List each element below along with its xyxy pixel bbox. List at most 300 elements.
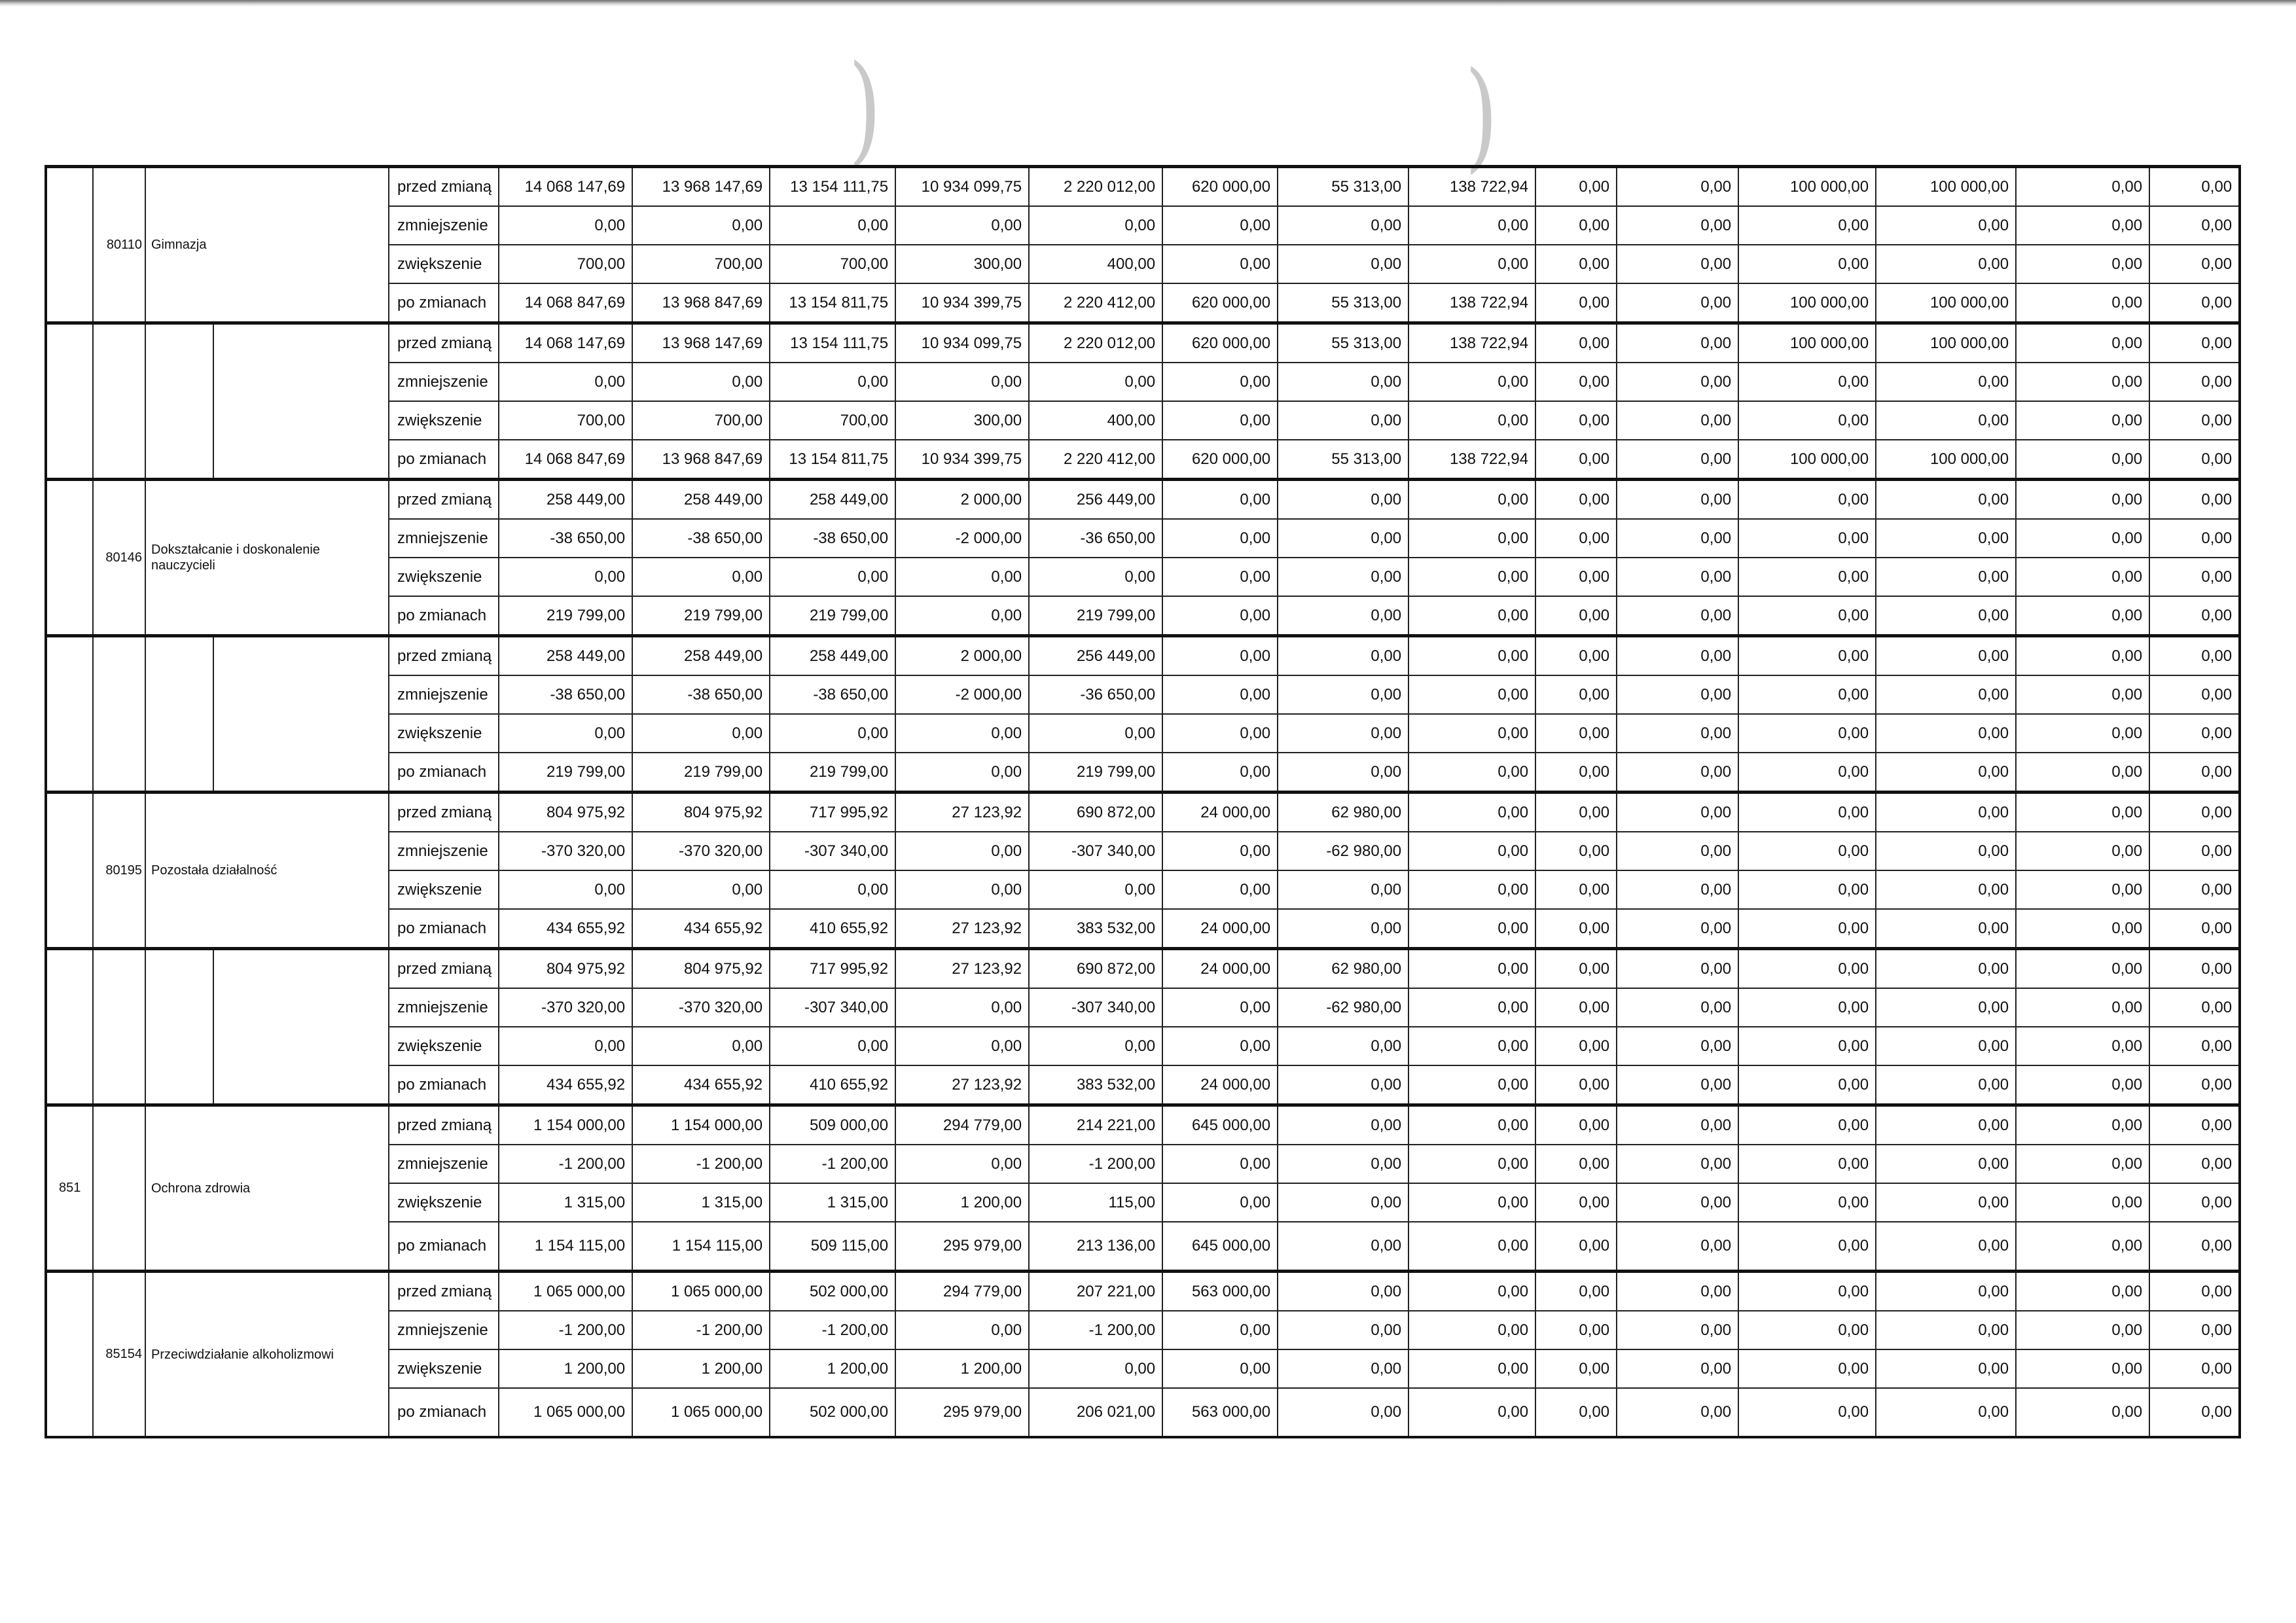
amount-cell: 620 000,00: [1162, 440, 1278, 480]
amount-cell: 502 000,00: [770, 1388, 895, 1437]
amount-cell: 55 313,00: [1278, 440, 1408, 480]
amount-cell: 0,00: [1617, 753, 1738, 793]
amount-cell: 0,00: [1617, 519, 1738, 558]
amount-cell: 0,00: [2149, 675, 2240, 714]
amount-cell: 509 000,00: [770, 1105, 895, 1145]
amount-cell: -307 340,00: [770, 988, 895, 1027]
amount-cell: 258 449,00: [632, 636, 770, 676]
amount-cell: 0,00: [1278, 1388, 1408, 1437]
amount-cell: 434 655,92: [632, 1065, 770, 1105]
amount-cell: 0,00: [1535, 949, 1617, 989]
amount-cell: 0,00: [1876, 1349, 2016, 1388]
amount-cell: 0,00: [1408, 401, 1535, 440]
amount-cell: 0,00: [1162, 988, 1278, 1027]
amount-cell: -370 320,00: [632, 988, 770, 1027]
amount-cell: 100 000,00: [1876, 283, 2016, 323]
amount-cell: 434 655,92: [499, 909, 632, 949]
amount-cell: 206 021,00: [1029, 1388, 1162, 1437]
amount-cell: 0,00: [895, 988, 1029, 1027]
bleed-through-mark-left: ): [848, 39, 882, 179]
amount-cell: 0,00: [1162, 558, 1278, 596]
amount-cell: 0,00: [1535, 245, 1617, 283]
amount-cell: 258 449,00: [499, 480, 632, 520]
dzial-cell: [46, 323, 93, 480]
amount-cell: 0,00: [1278, 1027, 1408, 1065]
amount-cell: 0,00: [1876, 832, 2016, 870]
amount-cell: 0,00: [2016, 1065, 2149, 1105]
name-cell: [213, 323, 389, 480]
amount-cell: 0,00: [1876, 519, 2016, 558]
amount-cell: 0,00: [499, 714, 632, 753]
amount-cell: 0,00: [2016, 753, 2149, 793]
amount-cell: 0,00: [1617, 909, 1738, 949]
amount-cell: 0,00: [1162, 480, 1278, 520]
amount-cell: 13 154 111,75: [770, 323, 895, 363]
amount-cell: 2 220 412,00: [1029, 283, 1162, 323]
amount-cell: 0,00: [1617, 401, 1738, 440]
amount-cell: 55 313,00: [1278, 283, 1408, 323]
amount-cell: -370 320,00: [499, 832, 632, 870]
amount-cell: 410 655,92: [770, 1065, 895, 1105]
amount-cell: 563 000,00: [1162, 1388, 1278, 1437]
amount-cell: 0,00: [895, 714, 1029, 753]
amount-cell: 55 313,00: [1278, 167, 1408, 207]
amount-cell: 0,00: [1617, 1349, 1738, 1388]
amount-cell: 0,00: [2149, 870, 2240, 909]
scan-edge-shadow: [0, 0, 2296, 7]
amount-cell: 0,00: [1029, 714, 1162, 753]
amount-cell: 258 449,00: [770, 480, 895, 520]
amount-cell: 0,00: [895, 1145, 1029, 1183]
amount-cell: 100 000,00: [1738, 167, 1876, 207]
table-section: [46, 167, 2240, 323]
amount-cell: 0,00: [1617, 480, 1738, 520]
amount-cell: 10 934 099,75: [895, 167, 1029, 207]
amount-cell: 804 975,92: [499, 793, 632, 832]
row-label: zwiększenie: [389, 1027, 499, 1065]
amount-cell: 0,00: [1535, 832, 1617, 870]
amount-cell: 300,00: [895, 401, 1029, 440]
row-label: zmniejszenie: [389, 363, 499, 401]
amount-cell: 1 315,00: [632, 1183, 770, 1222]
amount-cell: 0,00: [1876, 753, 2016, 793]
amount-cell: 0,00: [1617, 206, 1738, 245]
amount-cell: 0,00: [2016, 832, 2149, 870]
amount-cell: 24 000,00: [1162, 1065, 1278, 1105]
amount-cell: 0,00: [1162, 206, 1278, 245]
amount-cell: 0,00: [2016, 793, 2149, 832]
row-label: po zmianach: [389, 283, 499, 323]
amount-cell: 0,00: [895, 753, 1029, 793]
amount-cell: 0,00: [1535, 1222, 1617, 1272]
row-label: zmniejszenie: [389, 206, 499, 245]
amount-cell: 0,00: [1278, 1311, 1408, 1349]
amount-cell: -36 650,00: [1029, 519, 1162, 558]
amount-cell: 0,00: [1278, 363, 1408, 401]
amount-cell: 0,00: [1876, 675, 2016, 714]
amount-cell: 0,00: [2016, 596, 2149, 636]
amount-cell: 0,00: [2016, 1388, 2149, 1437]
amount-cell: 1 065 000,00: [632, 1272, 770, 1311]
amount-cell: 0,00: [1408, 596, 1535, 636]
amount-cell: 383 532,00: [1029, 1065, 1162, 1105]
amount-cell: 0,00: [2149, 1388, 2240, 1437]
amount-cell: -62 980,00: [1278, 832, 1408, 870]
amount-cell: 10 934 099,75: [895, 323, 1029, 363]
amount-cell: 0,00: [1876, 1065, 2016, 1105]
amount-cell: 0,00: [2149, 949, 2240, 989]
amount-cell: 0,00: [2149, 1105, 2240, 1145]
table-row: [46, 1105, 2240, 1145]
amount-cell: 138 722,94: [1408, 167, 1535, 207]
dzial-cell: [46, 636, 93, 793]
amount-cell: 0,00: [1162, 596, 1278, 636]
rozdzial-name: Gimnazja: [145, 167, 389, 323]
amount-cell: 27 123,92: [895, 909, 1029, 949]
amount-cell: 0,00: [1535, 1105, 1617, 1145]
amount-cell: -38 650,00: [499, 675, 632, 714]
amount-cell: 0,00: [2016, 480, 2149, 520]
amount-cell: 0,00: [499, 1027, 632, 1065]
amount-cell: 434 655,92: [632, 909, 770, 949]
amount-cell: 502 000,00: [770, 1272, 895, 1311]
amount-cell: 0,00: [499, 870, 632, 909]
amount-cell: 13 968 147,69: [632, 167, 770, 207]
amount-cell: 1 154 000,00: [499, 1105, 632, 1145]
amount-cell: 0,00: [1162, 1027, 1278, 1065]
amount-cell: 0,00: [2149, 1311, 2240, 1349]
amount-cell: 0,00: [1162, 1183, 1278, 1222]
row-label: zwiększenie: [389, 1349, 499, 1388]
amount-cell: 0,00: [2016, 949, 2149, 989]
table-row: [46, 636, 2240, 676]
amount-cell: 0,00: [1162, 1145, 1278, 1183]
amount-cell: 0,00: [1617, 596, 1738, 636]
amount-cell: 0,00: [1278, 675, 1408, 714]
amount-cell: 0,00: [1617, 1311, 1738, 1349]
amount-cell: 0,00: [1738, 988, 1876, 1027]
row-label: zwiększenie: [389, 401, 499, 440]
amount-cell: 1 315,00: [770, 1183, 895, 1222]
amount-cell: 0,00: [1738, 1222, 1876, 1272]
table-section: [46, 1105, 2240, 1272]
amount-cell: 1 154 115,00: [632, 1222, 770, 1272]
amount-cell: -370 320,00: [499, 988, 632, 1027]
amount-cell: -1 200,00: [499, 1145, 632, 1183]
amount-cell: 0,00: [2149, 1349, 2240, 1388]
amount-cell: 0,00: [1876, 596, 2016, 636]
row-label: zwiększenie: [389, 1183, 499, 1222]
amount-cell: 0,00: [1029, 1027, 1162, 1065]
amount-cell: 0,00: [2016, 988, 2149, 1027]
amount-cell: 0,00: [2016, 1145, 2149, 1183]
row-label: przed zmianą: [389, 793, 499, 832]
amount-cell: 0,00: [1738, 596, 1876, 636]
amount-cell: 13 154 811,75: [770, 283, 895, 323]
amount-cell: 0,00: [1408, 245, 1535, 283]
amount-cell: 0,00: [1738, 1349, 1876, 1388]
amount-cell: 0,00: [1535, 323, 1617, 363]
amount-cell: -1 200,00: [770, 1311, 895, 1349]
amount-cell: 0,00: [1408, 1145, 1535, 1183]
amount-cell: -62 980,00: [1278, 988, 1408, 1027]
amount-cell: 0,00: [2149, 636, 2240, 676]
amount-cell: 13 154 111,75: [770, 167, 895, 207]
amount-cell: 0,00: [895, 206, 1029, 245]
budget-changes-table: [45, 165, 2241, 1438]
amount-cell: 0,00: [1408, 949, 1535, 989]
paragraf-cell: [145, 949, 213, 1105]
amount-cell: 383 532,00: [1029, 909, 1162, 949]
amount-cell: 0,00: [1535, 401, 1617, 440]
amount-cell: 0,00: [1738, 793, 1876, 832]
amount-cell: 0,00: [1876, 714, 2016, 753]
amount-cell: 24 000,00: [1162, 949, 1278, 989]
amount-cell: 0,00: [1408, 988, 1535, 1027]
amount-cell: 2 000,00: [895, 480, 1029, 520]
amount-cell: 0,00: [1535, 793, 1617, 832]
amount-cell: 1 315,00: [499, 1183, 632, 1222]
amount-cell: -1 200,00: [1029, 1311, 1162, 1349]
amount-cell: 0,00: [1408, 675, 1535, 714]
amount-cell: 0,00: [2149, 519, 2240, 558]
amount-cell: 700,00: [499, 401, 632, 440]
rozdzial-cell: [93, 1105, 145, 1272]
amount-cell: 0,00: [1278, 753, 1408, 793]
rozdzial-name: Przeciwdziałanie alkoholizmowi: [145, 1272, 389, 1438]
row-label: po zmianach: [389, 596, 499, 636]
amount-cell: 400,00: [1029, 245, 1162, 283]
amount-cell: 0,00: [2016, 440, 2149, 480]
row-label: zmniejszenie: [389, 1311, 499, 1349]
amount-cell: 0,00: [1408, 1349, 1535, 1388]
amount-cell: 0,00: [1535, 1145, 1617, 1183]
amount-cell: 690 872,00: [1029, 793, 1162, 832]
amount-cell: 0,00: [1029, 1349, 1162, 1388]
amount-cell: 0,00: [2149, 988, 2240, 1027]
amount-cell: 138 722,94: [1408, 440, 1535, 480]
amount-cell: 0,00: [1617, 1145, 1738, 1183]
amount-cell: -2 000,00: [895, 519, 1029, 558]
amount-cell: 13 154 811,75: [770, 440, 895, 480]
amount-cell: 0,00: [1278, 1349, 1408, 1388]
amount-cell: 219 799,00: [1029, 596, 1162, 636]
table-row: [46, 1272, 2240, 1311]
amount-cell: 0,00: [1408, 363, 1535, 401]
amount-cell: 717 995,92: [770, 949, 895, 989]
amount-cell: 804 975,92: [632, 793, 770, 832]
paragraf-cell: [145, 323, 213, 480]
amount-cell: 0,00: [2016, 1183, 2149, 1222]
amount-cell: 0,00: [2149, 1065, 2240, 1105]
amount-cell: 804 975,92: [499, 949, 632, 989]
amount-cell: 0,00: [1535, 206, 1617, 245]
amount-cell: 0,00: [1162, 401, 1278, 440]
amount-cell: 0,00: [895, 363, 1029, 401]
row-label: przed zmianą: [389, 949, 499, 989]
amount-cell: 0,00: [2016, 1349, 2149, 1388]
amount-cell: 0,00: [2016, 363, 2149, 401]
amount-cell: 0,00: [1278, 401, 1408, 440]
amount-cell: 1 200,00: [770, 1349, 895, 1388]
amount-cell: 0,00: [1738, 870, 1876, 909]
amount-cell: 0,00: [2149, 440, 2240, 480]
amount-cell: 0,00: [2016, 401, 2149, 440]
amount-cell: -2 000,00: [895, 675, 1029, 714]
dzial-cell: [46, 480, 93, 636]
amount-cell: 0,00: [1162, 832, 1278, 870]
amount-cell: 0,00: [1738, 832, 1876, 870]
amount-cell: 0,00: [1738, 1272, 1876, 1311]
dzial-cell: [46, 1272, 93, 1438]
amount-cell: 0,00: [1738, 401, 1876, 440]
name-cell: [213, 949, 389, 1105]
amount-cell: 0,00: [1408, 753, 1535, 793]
amount-cell: 14 068 147,69: [499, 167, 632, 207]
amount-cell: 0,00: [1617, 988, 1738, 1027]
row-label: przed zmianą: [389, 480, 499, 520]
amount-cell: 0,00: [1738, 245, 1876, 283]
amount-cell: 0,00: [1535, 753, 1617, 793]
amount-cell: 0,00: [1408, 1388, 1535, 1437]
amount-cell: 0,00: [1162, 245, 1278, 283]
amount-cell: 0,00: [1535, 636, 1617, 676]
amount-cell: 0,00: [2149, 283, 2240, 323]
amount-cell: 295 979,00: [895, 1222, 1029, 1272]
amount-cell: 0,00: [1876, 909, 2016, 949]
amount-cell: 0,00: [1738, 480, 1876, 520]
amount-cell: 0,00: [2149, 714, 2240, 753]
amount-cell: 0,00: [2149, 480, 2240, 520]
amount-cell: 1 154 115,00: [499, 1222, 632, 1272]
amount-cell: 14 068 147,69: [499, 323, 632, 363]
amount-cell: 0,00: [1617, 323, 1738, 363]
paragraf-cell: [145, 636, 213, 793]
amount-cell: 0,00: [1876, 988, 2016, 1027]
amount-cell: 0,00: [2149, 167, 2240, 207]
amount-cell: -36 650,00: [1029, 675, 1162, 714]
amount-cell: 0,00: [1617, 1222, 1738, 1272]
amount-cell: 0,00: [1408, 1183, 1535, 1222]
amount-cell: 0,00: [1876, 636, 2016, 676]
row-label: zmniejszenie: [389, 988, 499, 1027]
amount-cell: 0,00: [1029, 870, 1162, 909]
amount-cell: 0,00: [2016, 909, 2149, 949]
amount-cell: 0,00: [1029, 206, 1162, 245]
amount-cell: 0,00: [2149, 793, 2240, 832]
amount-cell: 645 000,00: [1162, 1222, 1278, 1272]
amount-cell: 0,00: [1408, 1027, 1535, 1065]
amount-cell: 0,00: [1617, 1183, 1738, 1222]
amount-cell: 0,00: [1535, 440, 1617, 480]
amount-cell: -1 200,00: [632, 1311, 770, 1349]
amount-cell: 0,00: [1738, 714, 1876, 753]
amount-cell: 0,00: [1738, 636, 1876, 676]
amount-cell: 0,00: [770, 870, 895, 909]
table-row: [46, 793, 2240, 832]
amount-cell: 0,00: [1738, 1027, 1876, 1065]
amount-cell: 0,00: [2016, 1027, 2149, 1065]
amount-cell: -1 200,00: [1029, 1145, 1162, 1183]
amount-cell: 434 655,92: [499, 1065, 632, 1105]
amount-cell: 0,00: [2016, 1311, 2149, 1349]
amount-cell: 0,00: [1876, 1311, 2016, 1349]
amount-cell: 0,00: [1029, 363, 1162, 401]
amount-cell: 0,00: [1408, 793, 1535, 832]
amount-cell: 100 000,00: [1738, 283, 1876, 323]
amount-cell: 0,00: [1278, 1183, 1408, 1222]
amount-cell: 700,00: [632, 245, 770, 283]
amount-cell: 0,00: [2016, 1272, 2149, 1311]
amount-cell: 0,00: [2149, 558, 2240, 596]
amount-cell: 0,00: [1876, 363, 2016, 401]
amount-cell: 0,00: [1162, 519, 1278, 558]
amount-cell: 219 799,00: [632, 753, 770, 793]
amount-cell: 0,00: [499, 363, 632, 401]
amount-cell: 0,00: [895, 558, 1029, 596]
amount-cell: 0,00: [1876, 1027, 2016, 1065]
amount-cell: 0,00: [632, 363, 770, 401]
amount-cell: 62 980,00: [1278, 793, 1408, 832]
amount-cell: 690 872,00: [1029, 949, 1162, 989]
row-label: zwiększenie: [389, 245, 499, 283]
amount-cell: 0,00: [2149, 245, 2240, 283]
amount-cell: 0,00: [1278, 206, 1408, 245]
amount-cell: 0,00: [2016, 675, 2149, 714]
amount-cell: 0,00: [1408, 1222, 1535, 1272]
row-label: po zmianach: [389, 1388, 499, 1437]
amount-cell: 410 655,92: [770, 909, 895, 949]
amount-cell: 0,00: [1738, 1105, 1876, 1145]
amount-cell: 0,00: [1617, 1105, 1738, 1145]
amount-cell: 0,00: [1876, 1145, 2016, 1183]
amount-cell: 0,00: [1617, 949, 1738, 989]
row-label: po zmianach: [389, 440, 499, 480]
amount-cell: 0,00: [1738, 1145, 1876, 1183]
amount-cell: 0,00: [2149, 1222, 2240, 1272]
amount-cell: 700,00: [770, 401, 895, 440]
amount-cell: 10 934 399,75: [895, 283, 1029, 323]
amount-cell: 0,00: [1535, 1027, 1617, 1065]
table-row: [46, 949, 2240, 989]
amount-cell: 0,00: [1278, 1145, 1408, 1183]
table-row: [46, 323, 2240, 363]
amount-cell: 0,00: [632, 1027, 770, 1065]
amount-cell: 27 123,92: [895, 793, 1029, 832]
amount-cell: 294 779,00: [895, 1272, 1029, 1311]
amount-cell: 0,00: [1617, 714, 1738, 753]
row-label: przed zmianą: [389, 323, 499, 363]
dzial-name: Ochrona zdrowia: [145, 1105, 389, 1272]
amount-cell: 258 449,00: [499, 636, 632, 676]
amount-cell: 0,00: [1617, 1027, 1738, 1065]
amount-cell: 0,00: [632, 558, 770, 596]
amount-cell: 0,00: [1162, 870, 1278, 909]
amount-cell: -38 650,00: [499, 519, 632, 558]
table-section: [46, 480, 2240, 636]
amount-cell: 509 115,00: [770, 1222, 895, 1272]
amount-cell: -370 320,00: [632, 832, 770, 870]
table-row: [46, 167, 2240, 207]
amount-cell: 0,00: [1162, 636, 1278, 676]
amount-cell: -1 200,00: [499, 1311, 632, 1349]
amount-cell: 804 975,92: [632, 949, 770, 989]
amount-cell: 0,00: [1278, 1105, 1408, 1145]
amount-cell: 0,00: [1535, 714, 1617, 753]
amount-cell: 0,00: [895, 832, 1029, 870]
amount-cell: 0,00: [1162, 1311, 1278, 1349]
row-label: przed zmianą: [389, 1272, 499, 1311]
